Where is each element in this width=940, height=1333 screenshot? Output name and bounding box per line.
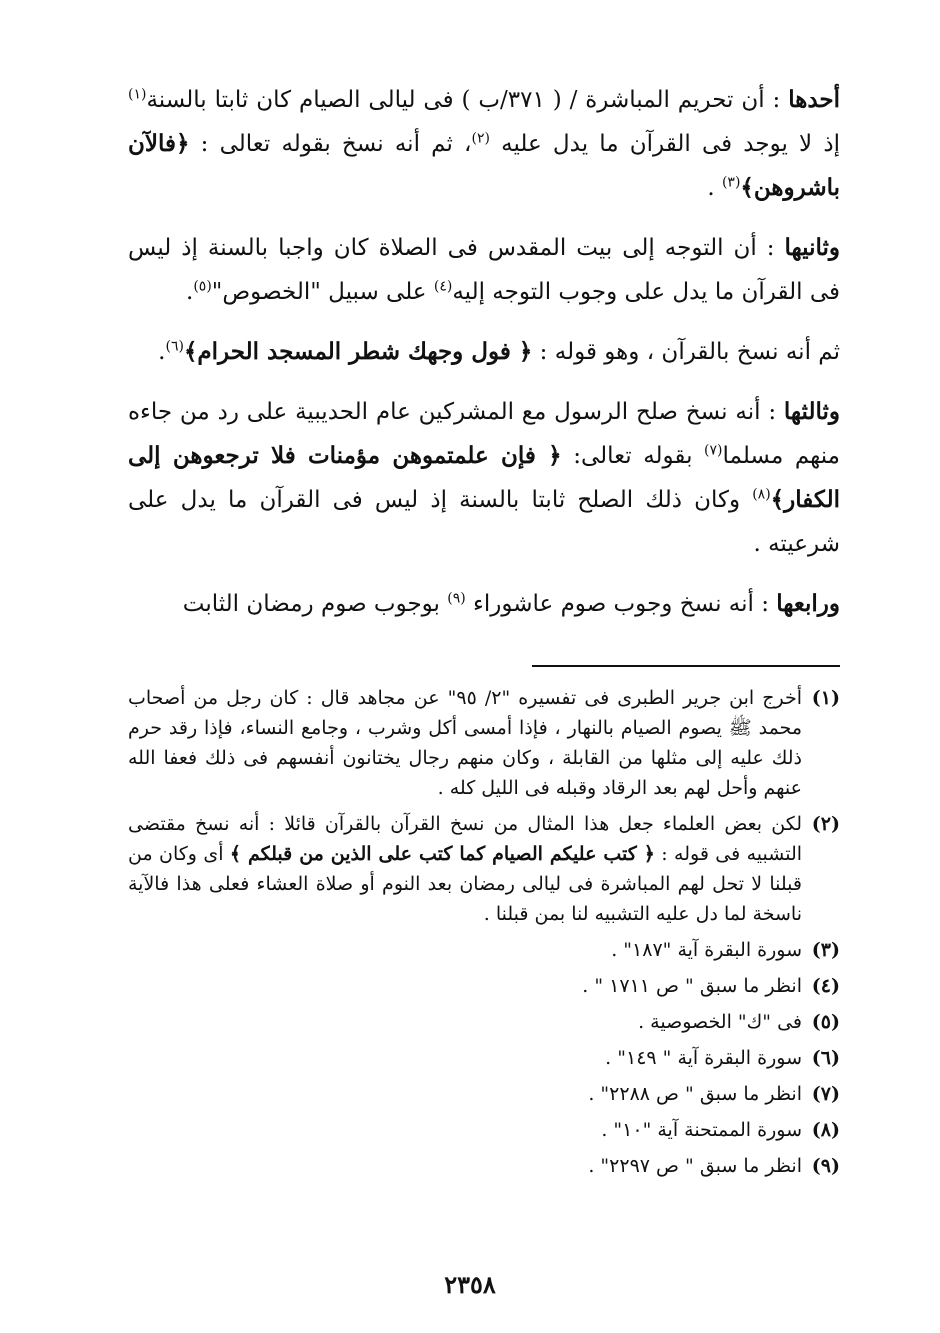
footnote-text: سورة البقرة آية "١٨٧" . <box>611 939 802 961</box>
paragraph-text: . <box>158 339 166 365</box>
footnote-item <box>128 1079 840 1109</box>
footnote-ref: (٣) <box>721 174 741 191</box>
footnote-ref: (٧) <box>704 442 723 459</box>
footnote-number: (٩) <box>811 1155 840 1177</box>
paragraph-lead-word: وثانيها <box>784 234 840 261</box>
paragraph-third-point <box>128 390 840 566</box>
paragraph-text: بوجوب صوم رمضان الثابت <box>182 591 448 617</box>
footnote-ref: (٤) <box>433 278 453 295</box>
paragraph-text: : أنه نسخ وجوب صوم عاشوراء <box>465 591 777 617</box>
quran-quote: ﴿ فول وجهك شطر المسجد الحرام﴾ <box>183 338 533 365</box>
footnote-text: انظر ما سبق " ص ٢٢٨٨" . <box>588 1083 802 1105</box>
paragraph-lead-word: أحدها <box>788 86 841 113</box>
footnote-text <box>128 809 802 929</box>
footnote-ref: (٨) <box>752 486 771 503</box>
paragraph-text: بقوله تعالى: <box>561 443 705 469</box>
footnote-number: (٨) <box>811 1119 840 1141</box>
footnote-item <box>128 1115 840 1145</box>
paragraph-text: ، ثم أنه نسخ بقوله تعالى : <box>189 131 472 157</box>
footnote-number: (٦) <box>811 1047 840 1069</box>
footnote-number: (٣) <box>811 939 840 961</box>
quran-quote: ﴿فالآن باشروهن﴾ <box>128 130 840 201</box>
footnote-number: (٢) <box>811 813 840 835</box>
footnote-text: سورة البقرة آية " ١٤٩" . <box>605 1047 802 1069</box>
paragraph-text: وكان ذلك الصلح ثابتا بالسنة إذ ليس فى القرآن ما يدل على شرعيته . <box>128 487 840 557</box>
footnote-item <box>128 1151 840 1181</box>
paragraph-first-point <box>128 78 840 210</box>
paragraph-text: . <box>707 175 722 201</box>
footnote-item <box>128 935 840 965</box>
paragraph-text: إذ لا يوجد فى القرآن ما يدل عليه <box>489 131 840 157</box>
footnote-text: انظر ما سبق " ص ٢٢٩٧" . <box>588 1155 802 1177</box>
footnote-item <box>128 971 840 1001</box>
page-number: ٢٣٥٨ <box>444 1270 496 1299</box>
paragraph-second-point <box>128 226 840 314</box>
paragraph-text: على سبيل "الخصوص" <box>211 279 434 305</box>
paragraph-text: . <box>186 279 194 305</box>
footnotes <box>128 683 840 1187</box>
paragraph-text: ثم أنه نسخ بالقرآن ، وهو قوله : <box>532 339 840 365</box>
paragraph-text: : أن تحريم المباشرة / ( ٣٧١/ب ) فى ليالى الصيام كان ثابتا بالسنة <box>146 87 789 113</box>
paragraph-lead-word: ورابعها <box>776 590 840 617</box>
footnote-ref: (٢) <box>471 130 490 147</box>
footnote-divider <box>532 665 840 667</box>
footnote-number: (٥) <box>811 1011 840 1033</box>
footnote-item <box>128 683 840 803</box>
paragraph-text: : أن التوجه إلى بيت المقدس فى الصلاة كان واجبا بالسنة إذ ليس فى القرآن ما يدل على وجوب التوجه إليه <box>128 235 840 305</box>
footnote-text-part: أى وكان من قبلنا لا تحل لهم المباشرة فى ليالى رمضان بعد النوم أو صلاة العشاء فعلى هذا فالآية ناسخة لما دل عليه التشبيه لنا بمن قبلنا . <box>128 843 802 925</box>
footnote-text: انظر ما سبق " ص ١٧١١ " . <box>582 975 802 997</box>
footnote-ref: (٥) <box>193 278 212 295</box>
paragraph-fourth-point <box>128 582 840 626</box>
footnote-text-part: لكن بعض العلماء جعل هذا المثال من نسخ القرآن بالقرآن قائلا : أنه نسخ مقتضى التشبيه فى قوله : <box>128 813 803 865</box>
footnote-ref: (١) <box>128 86 147 103</box>
footnote-item <box>128 1007 840 1037</box>
footnote-ref: (٩) <box>447 590 466 607</box>
footnote-ref: (٦) <box>165 338 184 355</box>
footnote-number: (٤) <box>811 975 840 997</box>
main-text <box>128 78 840 626</box>
paragraph-lead-word: وثالثها <box>783 398 840 425</box>
paragraph-abrogation-note <box>128 330 840 374</box>
quran-quote: ﴿ فإن علمتموهن مؤمنات فلا ترجعوهن إلى الكفار﴾ <box>128 442 840 513</box>
footnote-number: (١) <box>811 687 840 709</box>
footnote-text: فى "ك" الخصوصية . <box>638 1011 802 1033</box>
footnote-item <box>128 809 840 929</box>
paragraph-text: : أنه نسخ صلح الرسول مع المشركين عام الحديبية على رد من جاءه منهم مسلما <box>128 399 841 469</box>
footnote-text: أخرج ابن جرير الطبرى فى تفسيره "٢/ ٩٥" عن مجاهد قال : كان رجل من أصحاب محمد ﷺ يصوم الصيام بالنهار ، فإذا أمسى أكل وشرب ، وجامع النساء، فإذا رقد حرم ذلك عليه إلى مثلها من القابلة ، وكان منهم رجال يختانون أنفسهم فى ذلك فعفا الله عنهم وأحل لهم بعد الرقاد وقبله فى الليل كله . <box>128 687 803 799</box>
quran-quote: ﴿ كتب عليكم الصيام كما كتب على الذين من قبلكم ﴾ <box>229 843 655 865</box>
footnote-number: (٧) <box>811 1083 840 1105</box>
footnote-text: سورة الممتحنة آية "١٠" . <box>601 1119 802 1141</box>
footnote-item <box>128 1043 840 1073</box>
